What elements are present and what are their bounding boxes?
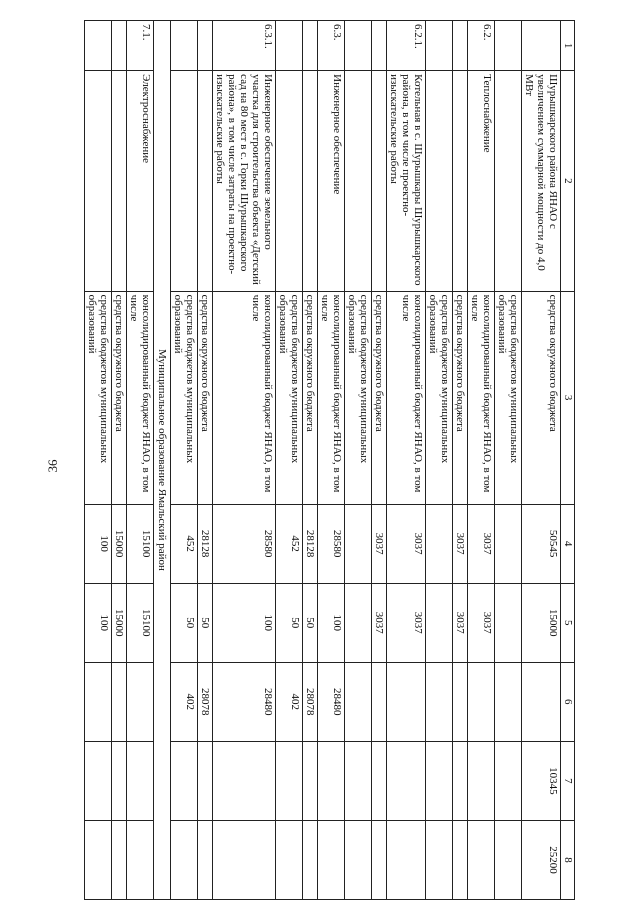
col-5: 15100 <box>127 583 154 662</box>
header-cell: 5 <box>561 583 575 662</box>
col-5: 50 <box>303 583 318 662</box>
col-6: 28078 <box>198 662 213 741</box>
funding-source: средства окружного бюджета <box>198 291 213 504</box>
row-number <box>171 21 198 71</box>
col-4: 50545 <box>522 504 561 583</box>
col-6 <box>112 662 127 741</box>
col-7: 10345 <box>522 741 561 820</box>
col-7 <box>453 741 468 820</box>
col-6: 402 <box>171 662 198 741</box>
col-8 <box>468 820 495 899</box>
item-name <box>345 71 372 292</box>
funding-source: средства окружного бюджета <box>522 291 561 504</box>
col-5: 100 <box>213 583 276 662</box>
item-name <box>171 71 198 292</box>
funding-source: средства бюджетов муниципальных образований <box>85 291 112 504</box>
col-7 <box>318 741 345 820</box>
col-6 <box>85 662 112 741</box>
item-name <box>453 71 468 292</box>
col-6 <box>127 662 154 741</box>
row-number <box>426 21 453 71</box>
col-8 <box>127 820 154 899</box>
item-name: Инженерное обеспечение земельного участка для строительства объекта «Детский сад на 80 мест в с. Горки Шурышкарского района», в том числе затраты на проектно-изыскательские работы <box>213 71 276 292</box>
table-row <box>112 21 127 900</box>
col-4: 100 <box>85 504 112 583</box>
table-row <box>522 21 561 900</box>
header-cell: 6 <box>561 662 575 741</box>
header-cell: 8 <box>561 820 575 899</box>
header-cell: 4 <box>561 504 575 583</box>
col-5 <box>426 583 453 662</box>
row-number <box>198 21 213 71</box>
funding-source: консолидированный бюджет ЯНАО, в том числе <box>213 291 276 504</box>
item-name <box>303 71 318 292</box>
col-8 <box>387 820 426 899</box>
row-number <box>345 21 372 71</box>
funding-source: средства окружного бюджета <box>453 291 468 504</box>
funding-source: консолидированный бюджет ЯНАО, в том числе <box>318 291 345 504</box>
row-number: 7.1. <box>127 21 154 71</box>
col-5: 3037 <box>453 583 468 662</box>
row-number <box>495 21 522 71</box>
item-name <box>112 71 127 292</box>
col-4: 15000 <box>112 504 127 583</box>
col-4: 3037 <box>453 504 468 583</box>
item-name: Шурышкарского района ЯНАО с увеличением суммарной мощности до 4,0 МВт <box>522 71 561 292</box>
col-4: 3037 <box>372 504 387 583</box>
row-number <box>85 21 112 71</box>
table-row <box>426 21 453 900</box>
col-7 <box>127 741 154 820</box>
col-5: 50 <box>276 583 303 662</box>
row-number <box>522 21 561 71</box>
row-number <box>453 21 468 71</box>
col-4: 3037 <box>387 504 426 583</box>
col-8: 25200 <box>522 820 561 899</box>
header-row <box>561 21 575 900</box>
col-8 <box>372 820 387 899</box>
table-body <box>85 21 575 900</box>
table-row <box>372 21 387 900</box>
funding-source: средства окружного бюджета <box>303 291 318 504</box>
page-number: 36 <box>45 459 60 473</box>
col-4: 15100 <box>127 504 154 583</box>
item-name: Котельная в с. Шурышкары Шурышкарского района, в том числе проектно-изыскательские работы <box>387 71 426 292</box>
row-number: 6.2. <box>468 21 495 71</box>
col-5: 15000 <box>522 583 561 662</box>
col-7 <box>372 741 387 820</box>
col-7 <box>426 741 453 820</box>
col-8 <box>318 820 345 899</box>
col-5: 3037 <box>387 583 426 662</box>
header-cell: 2 <box>561 71 575 292</box>
col-5: 50 <box>198 583 213 662</box>
col-7 <box>468 741 495 820</box>
col-5: 100 <box>318 583 345 662</box>
col-5: 15000 <box>112 583 127 662</box>
col-6 <box>372 662 387 741</box>
row-number <box>372 21 387 71</box>
col-4: 3037 <box>468 504 495 583</box>
col-4: 28580 <box>213 504 276 583</box>
col-8 <box>495 820 522 899</box>
item-name: Инженерное обеспечение <box>318 71 345 292</box>
col-6: 28480 <box>213 662 276 741</box>
item-name <box>372 71 387 292</box>
col-8 <box>453 820 468 899</box>
funding-source: средства бюджетов муниципальных образований <box>171 291 198 504</box>
col-4 <box>345 504 372 583</box>
header-cell: 3 <box>561 291 575 504</box>
col-4: 452 <box>171 504 198 583</box>
funding-source: средства окружного бюджета <box>372 291 387 504</box>
section-row <box>154 21 171 900</box>
col-8 <box>303 820 318 899</box>
row-number: 6.2.1. <box>387 21 426 71</box>
col-5: 100 <box>85 583 112 662</box>
col-7 <box>85 741 112 820</box>
item-name <box>426 71 453 292</box>
table-row <box>303 21 318 900</box>
col-8 <box>171 820 198 899</box>
col-7 <box>387 741 426 820</box>
col-7 <box>171 741 198 820</box>
table-row <box>127 21 154 900</box>
table-row <box>213 21 276 900</box>
table-row <box>345 21 372 900</box>
col-6 <box>522 662 561 741</box>
funding-source: консолидированный бюджет ЯНАО, в том числе <box>468 291 495 504</box>
col-7 <box>495 741 522 820</box>
row-number: 6.3.1. <box>213 21 276 71</box>
col-4: 28580 <box>318 504 345 583</box>
col-6 <box>468 662 495 741</box>
table-row <box>171 21 198 900</box>
col-8 <box>198 820 213 899</box>
col-6: 28078 <box>303 662 318 741</box>
col-8 <box>213 820 276 899</box>
table-row <box>198 21 213 900</box>
item-name <box>495 71 522 292</box>
col-5: 3037 <box>372 583 387 662</box>
funding-source: средства окружного бюджета <box>112 291 127 504</box>
funding-source: средства бюджетов муниципальных образований <box>345 291 372 504</box>
table-row <box>318 21 345 900</box>
header-cell: 1 <box>561 21 575 71</box>
col-7 <box>276 741 303 820</box>
col-7 <box>213 741 276 820</box>
col-6 <box>453 662 468 741</box>
table-row <box>453 21 468 900</box>
col-6: 28480 <box>318 662 345 741</box>
table-row <box>85 21 112 900</box>
item-name: Электроснабжение <box>127 71 154 292</box>
col-4: 452 <box>276 504 303 583</box>
col-6 <box>387 662 426 741</box>
row-number <box>303 21 318 71</box>
row-number <box>276 21 303 71</box>
col-5: 50 <box>171 583 198 662</box>
item-name <box>85 71 112 292</box>
col-5 <box>495 583 522 662</box>
funding-source: консолидированный бюджет ЯНАО, в том числе <box>387 291 426 504</box>
funding-source: средства бюджетов муниципальных образований <box>495 291 522 504</box>
header-cell: 7 <box>561 741 575 820</box>
funding-source: средства бюджетов муниципальных образований <box>276 291 303 504</box>
col-7 <box>303 741 318 820</box>
col-8 <box>345 820 372 899</box>
table-row <box>387 21 426 900</box>
col-5 <box>345 583 372 662</box>
col-4: 28128 <box>198 504 213 583</box>
col-4 <box>426 504 453 583</box>
col-6 <box>426 662 453 741</box>
col-8 <box>85 820 112 899</box>
table-row <box>276 21 303 900</box>
col-5: 3037 <box>468 583 495 662</box>
item-name: Теплоснабжение <box>468 71 495 292</box>
col-7 <box>112 741 127 820</box>
table-row <box>468 21 495 900</box>
funding-source: консолидированный бюджет ЯНАО, в том числе <box>127 291 154 504</box>
col-4 <box>495 504 522 583</box>
col-4: 28128 <box>303 504 318 583</box>
col-6 <box>495 662 522 741</box>
rotated-table-container <box>70 20 575 900</box>
row-number <box>112 21 127 71</box>
col-8 <box>426 820 453 899</box>
funding-source: средства бюджетов муниципальных образований <box>426 291 453 504</box>
municipality-title: Муниципальное образование Ямальский район <box>154 21 171 900</box>
item-name <box>198 71 213 292</box>
budget-table <box>84 20 575 900</box>
col-8 <box>112 820 127 899</box>
table-row <box>495 21 522 900</box>
col-7 <box>345 741 372 820</box>
row-number: 6.3. <box>318 21 345 71</box>
item-name <box>276 71 303 292</box>
col-8 <box>276 820 303 899</box>
col-6: 402 <box>276 662 303 741</box>
col-7 <box>198 741 213 820</box>
col-6 <box>345 662 372 741</box>
